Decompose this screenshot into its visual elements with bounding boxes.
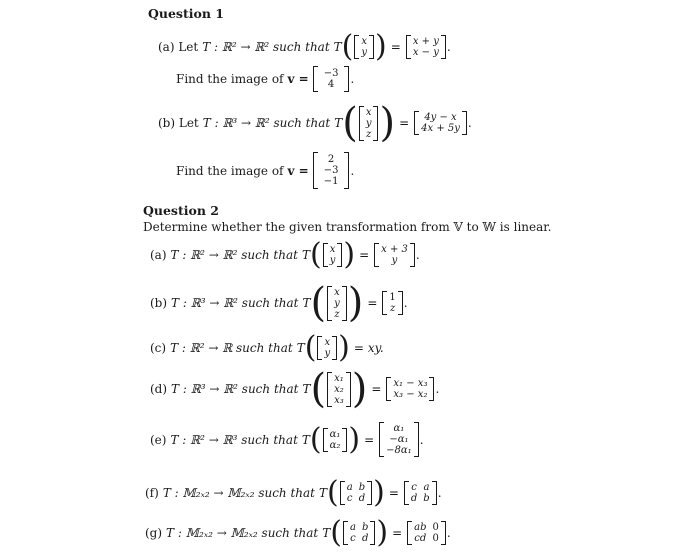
paren-left: ( xyxy=(304,330,317,365)
matrix-cell: α₁ xyxy=(393,423,405,434)
matrix-cell: z xyxy=(334,308,340,320)
q1a-statement: (a) Let T : ℝ² → ℝ² such that T ( x y ) = x + y x − y . xyxy=(158,29,451,64)
matrix-cell: α₂ xyxy=(329,439,341,451)
q1a-map: T : ℝ² → ℝ² such that xyxy=(202,40,330,54)
q2e-statement: (e) T : ℝ² → ℝ³ such that T ( α₁ α₂ ) = α₁ −α₁ −8α₁ . xyxy=(150,421,424,457)
matrix-cell: x − y xyxy=(412,47,439,58)
matrix-cell: −1 xyxy=(323,176,339,187)
matrix-cell: c xyxy=(346,493,353,504)
matrix-cell: b xyxy=(423,493,430,504)
v-equals: v = xyxy=(287,163,309,178)
q2b-T: T xyxy=(302,296,311,310)
q2e-map: T : ℝ² → ℝ³ such that xyxy=(170,432,298,447)
matrix-cell: d xyxy=(410,493,418,504)
paren-right: ) xyxy=(376,515,389,550)
q1b-statement: (b) Let T : ℝ³ → ℝ² such that T ( x y z ) = 4y − x 4x + 5y . xyxy=(158,100,472,146)
paren-right: ) xyxy=(348,421,361,457)
q2d-statement: (d) T : ℝ³ → ℝ² such that T ( x₁ x₂ x₃ ) = x₁ − x₃ x₃ − x₂ . xyxy=(150,366,440,412)
q2d-T: T xyxy=(302,382,311,396)
q2c-T: T xyxy=(296,341,305,355)
matrix-cell: x₃ xyxy=(334,394,344,406)
q2e-T: T xyxy=(301,432,310,447)
matrix-cell: 4 xyxy=(327,79,335,90)
paren-right: ) xyxy=(343,237,356,272)
matrix-cell: 2 xyxy=(327,154,335,165)
matrix-cell: c xyxy=(350,533,356,544)
q2g-result-matrix xyxy=(407,521,446,545)
paren-right: ) xyxy=(379,100,396,146)
q2g-label: (g) xyxy=(145,526,163,540)
q1a-label: (a) Let xyxy=(158,40,199,54)
q2a-map: T : ℝ² → ℝ² such that xyxy=(170,248,298,262)
matrix-cell: y xyxy=(329,255,336,266)
matrix-cell: 4x + 5y xyxy=(421,123,460,134)
q2a-result-matrix xyxy=(374,243,415,267)
matrix-cell: z xyxy=(389,303,396,314)
q2b-map: T : ℝ³ → ℝ² such that xyxy=(171,296,299,310)
q2b-result-matrix xyxy=(382,291,402,315)
q2f-result-matrix xyxy=(404,481,437,505)
matrix-cell: x₂ xyxy=(334,383,344,395)
q2e-arg-matrix xyxy=(323,428,348,452)
q2c-label: (c) xyxy=(150,341,167,355)
q2d-result-matrix xyxy=(386,377,434,401)
equals-sign: = xyxy=(388,486,399,500)
matrix-cell: d xyxy=(358,493,366,504)
matrix-cell: 4y − x xyxy=(424,112,457,123)
paren-left: ( xyxy=(327,475,339,510)
matrix-cell: x xyxy=(324,337,331,348)
q1b-result-matrix xyxy=(414,111,467,135)
q1a-result-matrix xyxy=(406,35,446,59)
matrix-cell: ab xyxy=(414,522,427,533)
q2a-arg-matrix xyxy=(323,243,343,267)
q2d-label: (d) xyxy=(150,382,168,396)
q2c-map: T : ℝ² → ℝ such that xyxy=(170,341,293,355)
q2g-map: T : 𝕄₂ₓ₂ → 𝕄₂ₓ₂ such that xyxy=(166,526,319,540)
q1b-T: T xyxy=(334,116,343,130)
paren-right: ) xyxy=(347,280,364,326)
equals-sign: = xyxy=(371,382,382,396)
matrix-cell: x xyxy=(365,106,372,118)
q2f-map: T : 𝕄₂ₓ₂ → 𝕄₂ₓ₂ such that xyxy=(162,486,315,500)
equals-sign: = xyxy=(392,526,403,540)
equals-sign: = xyxy=(353,341,364,355)
matrix-cell: y xyxy=(324,348,331,359)
matrix-cell: α₁ xyxy=(329,428,341,440)
paren-right: ) xyxy=(351,366,368,412)
q1b-prompt: Find the image of v = 2 −3 −1 . xyxy=(176,154,355,187)
matrix-cell: 0 xyxy=(432,533,439,544)
matrix-cell: a xyxy=(423,482,430,493)
q1b-arg-matrix xyxy=(359,106,379,141)
matrix-cell: −α₁ xyxy=(389,434,409,445)
paren-left: ( xyxy=(342,100,358,146)
paren-right: ) xyxy=(338,330,350,365)
q2c-statement xyxy=(150,330,384,365)
matrix-cell: z xyxy=(366,128,372,140)
q1a-prompt: Find the image of v = −3 4 . xyxy=(176,68,355,90)
equals-sign: = xyxy=(399,116,410,130)
equals-sign: = xyxy=(390,40,401,54)
equals-sign: = xyxy=(359,248,370,262)
question-2-intro: Determine whether the given transformation from 𝕍 to 𝕎 is linear. xyxy=(143,220,552,234)
q1a-arg-matrix xyxy=(354,35,374,59)
q2f-label: (f) xyxy=(145,486,159,500)
paren-left: ( xyxy=(310,280,327,326)
q2c-arg-matrix xyxy=(317,336,337,360)
q2f-arg-matrix xyxy=(340,481,372,505)
matrix-cell: d xyxy=(361,533,369,544)
equals-sign: = xyxy=(364,432,375,447)
paren-left: ( xyxy=(309,421,322,457)
q2b-statement: (b) T : ℝ³ → ℝ² such that T ( x y z ) = 1 z . xyxy=(150,280,408,326)
matrix-cell: 1 xyxy=(389,292,396,303)
matrix-cell: x + 3 xyxy=(381,244,408,255)
q2c-result: xy. xyxy=(367,341,384,355)
matrix-cell: a xyxy=(346,482,353,493)
q2f-statement: (f) T : 𝕄₂ₓ₂ → 𝕄₂ₓ₂ such that T ( a b c d ) = c a d b . xyxy=(145,475,442,510)
q2g-statement: (g) T : 𝕄₂ₓ₂ → 𝕄₂ₓ₂ such that T ( a b c d ) = ab 0 cd 0 . xyxy=(145,515,451,550)
q1a-T: T xyxy=(333,40,342,54)
q2b-arg-matrix xyxy=(327,286,347,321)
q1b-vector xyxy=(313,152,350,189)
q2d-map: T : ℝ³ → ℝ² such that xyxy=(171,382,299,396)
q2e-result-matrix xyxy=(379,422,419,457)
matrix-cell: a xyxy=(349,522,356,533)
matrix-cell: −3 xyxy=(323,68,339,79)
matrix-cell: x₁ − x₃ xyxy=(393,378,428,389)
matrix-cell: y xyxy=(391,255,398,266)
matrix-cell: c xyxy=(411,482,417,493)
matrix-cell: y xyxy=(334,297,340,309)
q1b-map: T : ℝ³ → ℝ² such that xyxy=(202,116,331,130)
matrix-cell: cd xyxy=(414,533,427,544)
equals-sign: = xyxy=(367,296,378,310)
q1a-vector xyxy=(313,66,350,92)
matrix-cell: −8α₁ xyxy=(386,445,412,456)
q1b-label: (b) Let xyxy=(158,116,199,130)
paren-right: ) xyxy=(373,475,385,510)
matrix-cell: x xyxy=(329,244,336,255)
paren-left: ( xyxy=(330,515,342,550)
q2e-label: (e) xyxy=(150,432,167,447)
matrix-cell: 0 xyxy=(432,522,439,533)
q2b-label: (b) xyxy=(150,296,168,310)
matrix-cell: y xyxy=(365,117,372,129)
q2g-T: T xyxy=(322,526,331,540)
matrix-cell: −3 xyxy=(323,165,339,176)
paren-left: ( xyxy=(341,29,354,64)
matrix-cell: y xyxy=(361,47,368,58)
v-equals: v = xyxy=(287,72,309,86)
q2g-arg-matrix xyxy=(343,521,375,545)
q2a-statement: (a) T : ℝ² → ℝ² such that T ( x y ) = x + 3 y . xyxy=(150,237,420,272)
paren-left: ( xyxy=(309,237,322,272)
q2a-label: (a) xyxy=(150,248,167,262)
q2d-arg-matrix xyxy=(327,372,351,407)
matrix-cell: x xyxy=(334,286,340,298)
paren-right: ) xyxy=(375,29,387,64)
q2a-T: T xyxy=(301,248,310,262)
question-2-title: Question 2 xyxy=(143,203,219,218)
matrix-cell: x + y xyxy=(412,36,439,47)
q2f-T: T xyxy=(319,486,328,500)
matrix-cell: b xyxy=(358,482,366,493)
matrix-cell: x₁ xyxy=(334,372,344,384)
matrix-cell: b xyxy=(361,522,369,533)
question-1-title: Question 1 xyxy=(148,6,224,21)
paren-left: ( xyxy=(310,366,327,412)
q1b-prompt-text: Find the image of xyxy=(176,163,284,178)
matrix-cell: x xyxy=(361,36,368,47)
q1a-prompt-text: Find the image of xyxy=(176,72,284,86)
matrix-cell: x₃ − x₂ xyxy=(393,389,428,400)
